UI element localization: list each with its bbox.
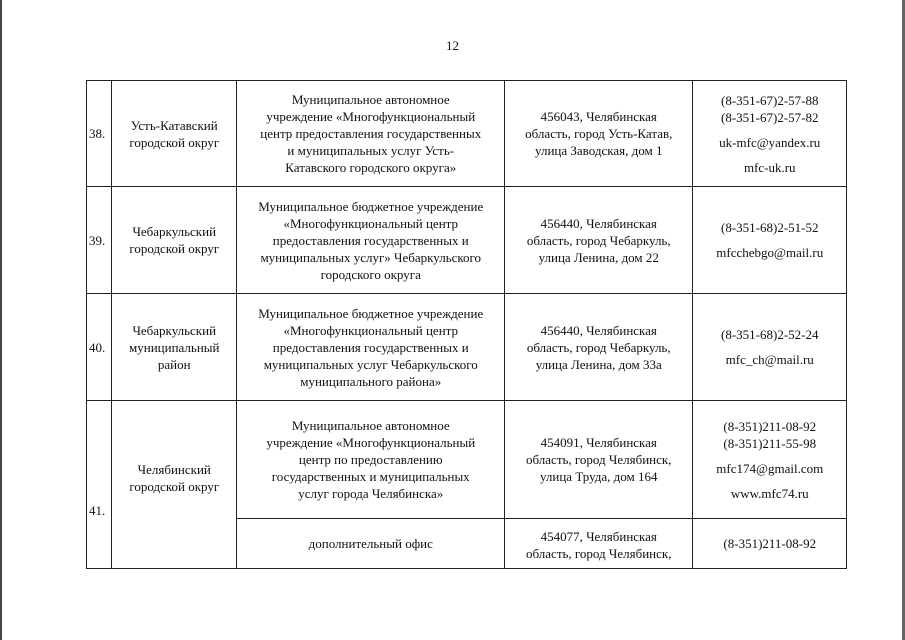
contacts-cell	[693, 81, 847, 187]
table-row	[87, 81, 847, 187]
phone: (8-351)211-55-98	[723, 435, 817, 451]
municipality-cell: Чебаркульский муниципальный район	[112, 294, 237, 401]
row-number: 41.	[87, 401, 112, 569]
row-number: 40.	[87, 294, 112, 401]
address-cell: 456440, Челябинская область, город Чебаркуль, улица Ленина, дом 33а	[505, 294, 693, 401]
organization-cell: Муниципальное бюджетное учреждение «Многофункциональный центр предоставления государственных и муниципальных услуг» Чебаркульского городского округа	[237, 187, 505, 294]
address-cell: 454091, Челябинская область, город Челябинск, улица Труда, дом 164	[505, 401, 693, 519]
address-cell: 456440, Челябинская область, город Чебаркуль, улица Ленина, дом 22	[505, 187, 693, 294]
organization-cell: Муниципальное автономное учреждение «Многофункциональный центр предоставления государственных и муниципальных услуг Усть- Катавского городского округа»	[237, 81, 505, 187]
contacts-cell	[693, 401, 847, 519]
table-row	[87, 401, 847, 519]
phone: (8-351-68)2-52-24	[721, 327, 819, 342]
phone: (8-351)211-08-92	[723, 536, 817, 551]
phone: (8-351)211-08-92	[723, 418, 817, 434]
phone: (8-351-67)2-57-82	[721, 109, 819, 125]
phone: (8-351-67)2-57-88	[721, 92, 819, 108]
contacts-cell	[693, 294, 847, 401]
office-contacts-cell	[693, 519, 847, 569]
office-label-cell: дополнительный офис	[237, 519, 505, 569]
email: uk-mfc@yandex.ru	[719, 134, 821, 150]
scan-edge-left	[0, 0, 2, 640]
page-number: 12	[446, 38, 459, 53]
email: mfc174@gmail.com	[716, 460, 824, 476]
organization-cell: Муниципальное автономное учреждение «Многофункциональный центр по предоставлению государственных и муниципальных услуг города Челябинска»	[237, 401, 505, 519]
organization-cell: Муниципальное бюджетное учреждение «Многофункциональный центр предоставления государственных и муниципальных услуг Чебаркульского муниципального района»	[237, 294, 505, 401]
municipality-cell: Усть-Катавский городской округ	[112, 81, 237, 187]
email: mfcchebgo@mail.ru	[716, 245, 824, 260]
phone: (8-351-68)2-51-52	[721, 220, 819, 235]
website: mfc-uk.ru	[743, 159, 796, 175]
contacts-cell	[693, 187, 847, 294]
email: mfc_ch@mail.ru	[725, 352, 814, 367]
row-number: 39.	[87, 187, 112, 294]
table-row	[87, 187, 847, 294]
office-address-cell: 454077, Челябинская область, город Челябинск,	[505, 519, 693, 569]
municipality-cell: Челябинский городской округ	[112, 401, 237, 569]
municipality-cell: Чебаркульский городской округ	[112, 187, 237, 294]
address-cell: 456043, Челябинская область, город Усть-Катав, улица Заводская, дом 1	[505, 81, 693, 187]
mfc-registry-table	[86, 80, 847, 569]
table-row	[87, 294, 847, 401]
website: www.mfc74.ru	[730, 485, 809, 501]
row-number: 38.	[87, 81, 112, 187]
